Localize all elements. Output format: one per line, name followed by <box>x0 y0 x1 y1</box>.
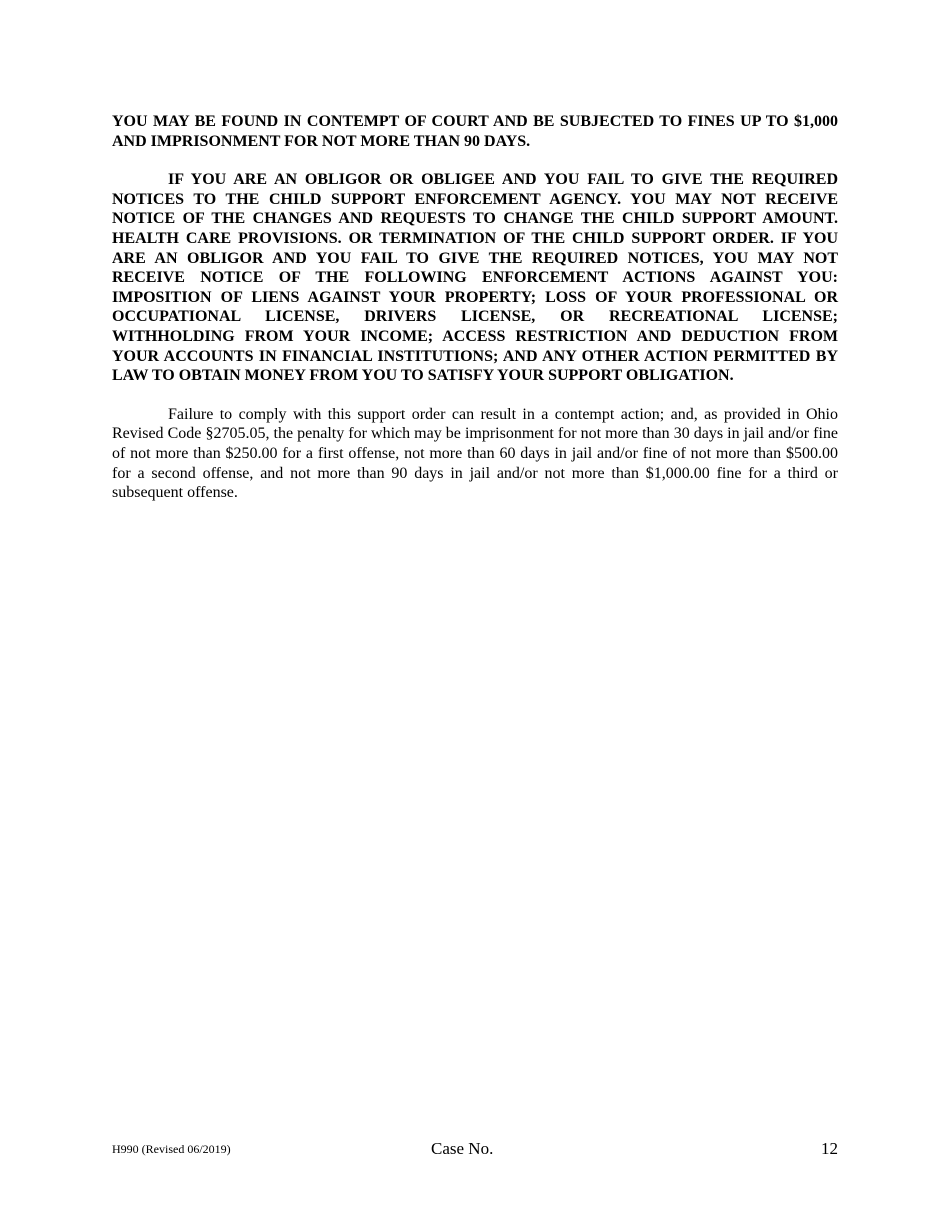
contempt-warning-paragraph: YOU MAY BE FOUND IN CONTEMPT OF COURT AND BE SUBJECTED TO FINES UP TO $1,000 AND IMPRISONMENT FOR NOT MORE THAN 90 DAYS. <box>112 113 838 150</box>
case-number-label: Case No. <box>431 1139 494 1158</box>
notice-requirement-paragraph: IF YOU ARE AN OBLIGOR OR OBLIGEE AND YOU FAIL TO GIVE THE REQUIRED NOTICES TO THE CHILD SUPPORT ENFORCEMENT AGENCY. YOU MAY NOT RECEIVE NOTICE OF THE CHANGES AND REQUESTS TO CHANGE THE CHILD SUPPORT AMOUNT. HEALTH CARE PROVISIONS. OR TERMINATION OF THE CHILD SUPPORT ORDER. IF YOU ARE AN OBLIGOR AND YOU FAIL TO GIVE THE REQUIRED NOTICES, YOU MAY NOT RECEIVE NOTICE OF THE FOLLOWING ENFORCEMENT ACTIONS AGAINST YOU: IMPOSITION OF LIENS AGAINST YOUR PROPERTY; LOSS OF YOUR PROFESSIONAL OR OCCUPATIONAL LICENSE, DRIVERS LICENSE, OR RECREATIONAL LICENSE; WITHHOLDING FROM YOUR INCOME; ACCESS RESTRICTION AND DEDUCTION FROM YOUR ACCOUNTS IN FINANCIAL INSTITUTIONS; AND ANY OTHER ACTION PERMITTED BY LAW TO OBTAIN MONEY FROM YOU TO SATISFY YOUR SUPPORT OBLIGATION. <box>112 171 838 385</box>
form-identifier: H990 (Revised 06/2019) <box>112 1142 231 1156</box>
page-number: 12 <box>821 1139 838 1158</box>
document-body <box>112 112 838 503</box>
penalty-paragraph: Failure to comply with this support order can result in a contempt action; and, as provided in Ohio Revised Code §2705.05, the penalty for which may be imprisonment for not more than 30 days in jail and/or fine of not more than $250.00 for a first offense, not more than 60 days in jail and/or fine of not more than $500.00 for a second offense, and not more than 90 days in jail and/or not more than $1,000.00 fine for a third or subsequent offense. <box>112 405 838 502</box>
